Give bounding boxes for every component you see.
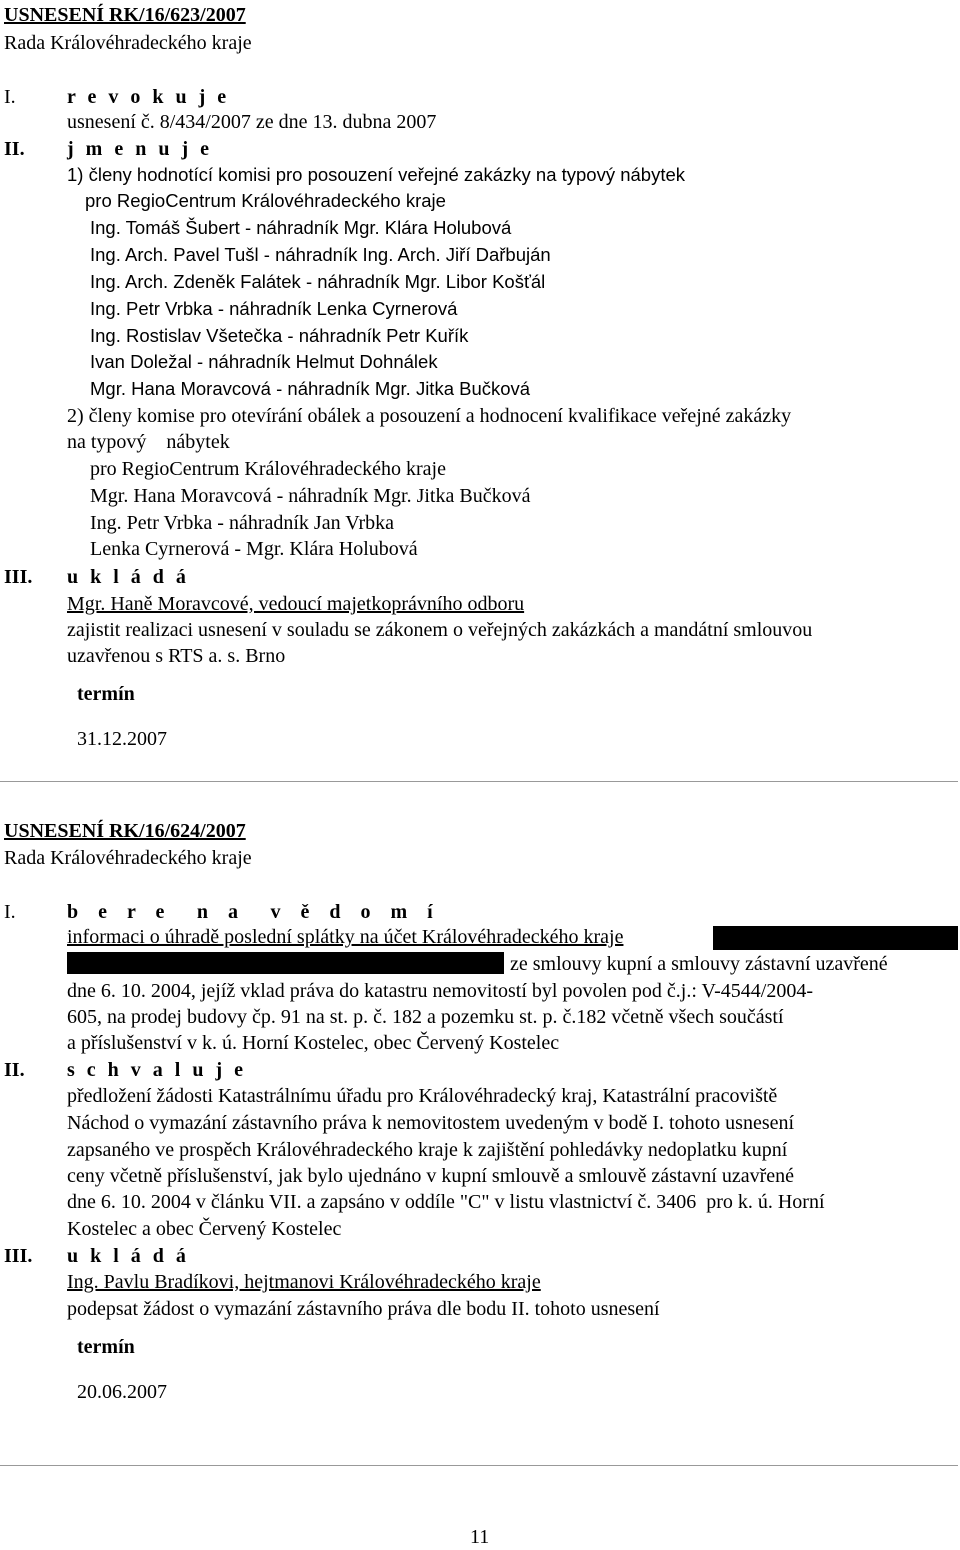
info-line-3: dne 6. 10. 2004, jejíž vklad práva do katastru nemovitostí byl povolen pod č.j.: V-4544/2004- — [67, 980, 814, 1002]
member-line: Ing. Arch. Zdeněk Falátek - náhradník Mgr. Libor Košťál — [90, 271, 546, 292]
item-2-line-1: 2) členy komise pro otevírání obálek a posouzení a hodnocení kvalifikace veřejné zakázky — [67, 405, 792, 427]
section-1-number: I. — [4, 86, 16, 108]
deadline-label: termín — [77, 1336, 135, 1358]
section-2-verb: s c h v a l u j e — [67, 1059, 247, 1081]
item-1-line-2: pro RegioCentrum Královéhradeckého kraje — [85, 190, 446, 211]
deadline-label: termín — [77, 683, 135, 705]
task-line-2: uzavřenou s RTS a. s. Brno — [67, 645, 286, 667]
section-3-number: III. — [4, 566, 33, 588]
page-number: 11 — [470, 1526, 490, 1548]
item-1-line-1: 1) členy hodnotící komisi pro posouzení veřejné zakázky na typový nábytek — [67, 164, 686, 185]
section-3-number: III. — [4, 1245, 33, 1267]
section-2-verb: j m e n u j e — [67, 138, 213, 160]
redacted-block — [713, 926, 958, 950]
item-2-line-3: pro RegioCentrum Královéhradeckého kraje — [90, 458, 446, 480]
task-line-1: zajistit realizaci usnesení v souladu se zákonem o veřejných zakázkách a mandátní smlouvou — [67, 619, 813, 641]
member-line: Ing. Arch. Pavel Tušl - náhradník Ing. Arch. Jiří Dařbuján — [90, 244, 551, 265]
item-2-line-2: na typový nábytek — [67, 431, 230, 453]
info-line-4: 605, na prodej budovy čp. 91 na st. p. č. 182 a pozemku st. p. č.182 včetně všech součástí — [67, 1006, 784, 1028]
member-line: Ing. Tomáš Šubert - náhradník Mgr. Klára Holubová — [90, 217, 512, 238]
section-1-verb: r e v o k u j e — [67, 86, 230, 108]
member-line: Ing. Rostislav Všetečka - náhradník Petr Kuřík — [90, 325, 469, 346]
section-2-number: II. — [4, 1059, 25, 1081]
info-line-2-tail: ze smlouvy kupní a smlouvy zástavní uzavřené — [510, 953, 888, 975]
approve-line: Kostelec a obec Červený Kostelec — [67, 1218, 342, 1240]
member-line: Mgr. Hana Moravcová - náhradník Mgr. Jitka Bučková — [90, 378, 531, 399]
separator-line — [0, 1465, 958, 1466]
info-line-1-underlined: informaci o úhradě poslední splátky na účet Královéhradeckého kraje — [67, 926, 624, 948]
resolution-1-heading: USNESENÍ RK/16/623/2007 — [4, 4, 246, 26]
member-line: Lenka Cyrnerová - Mgr. Klára Holubová — [90, 538, 418, 560]
member-line: Ing. Petr Vrbka - náhradník Lenka Cyrnerová — [90, 298, 458, 319]
deadline-date: 20.06.2007 — [77, 1381, 167, 1403]
info-line-5: a příslušenství v k. ú. Horní Kostelec, obec Červený Kostelec — [67, 1032, 560, 1054]
section-1-verb: b e r e n a v ě d o m í — [67, 901, 441, 923]
member-line: Mgr. Hana Moravcová - náhradník Mgr. Jitka Bučková — [90, 485, 531, 507]
resolution-2-body: Rada Královéhradeckého kraje — [4, 847, 252, 869]
approve-line: ceny včetně příslušenství, jak bylo ujednáno v kupní smlouvě a smlouvě zástavní uzavřené — [67, 1165, 795, 1187]
approve-line: zapsaného ve prospěch Královéhradeckého kraje k zajištění pohledávky nedoplatku kupní — [67, 1139, 788, 1161]
resolution-2-heading: USNESENÍ RK/16/624/2007 — [4, 820, 246, 842]
approve-line: Náchod o vymazání zástavního práva k nemovitostem uvedeným v bodě I. tohoto usnesení — [67, 1112, 795, 1134]
section-3-verb: u k l á d á — [67, 566, 190, 588]
member-line: Ing. Petr Vrbka - náhradník Jan Vrbka — [90, 512, 395, 534]
section-2-number: II. — [4, 138, 25, 160]
deadline-date: 31.12.2007 — [77, 728, 167, 750]
redacted-block — [67, 952, 504, 974]
resolution-1-body: Rada Královéhradeckého kraje — [4, 32, 252, 54]
separator-line — [0, 781, 958, 782]
responsible-person: Ing. Pavlu Bradíkovi, hejtmanovi Královéhradeckého kraje — [67, 1271, 541, 1293]
task-line-1: podepsat žádost o vymazání zástavního práva dle bodu II. tohoto usnesení — [67, 1298, 660, 1320]
info-line-1 — [67, 925, 623, 949]
approve-line: předložení žádosti Katastrálnímu úřadu pro Královéhradecký kraj, Katastrální pracoviště — [67, 1085, 778, 1107]
approve-line: dne 6. 10. 2004 v článku VII. a zapsáno v oddíle "C" v listu vlastnictví č. 3406 pro k. ú. Horní — [67, 1191, 825, 1213]
section-3-verb: u k l á d á — [67, 1245, 190, 1267]
responsible-person: Mgr. Haně Moravcové, vedoucí majetkoprávního odboru — [67, 593, 525, 615]
member-line: Ivan Doležal - náhradník Helmut Dohnálek — [90, 351, 438, 372]
section-1-text: usnesení č. 8/434/2007 ze dne 13. dubna 2007 — [67, 111, 437, 133]
section-1-number: I. — [4, 901, 16, 923]
